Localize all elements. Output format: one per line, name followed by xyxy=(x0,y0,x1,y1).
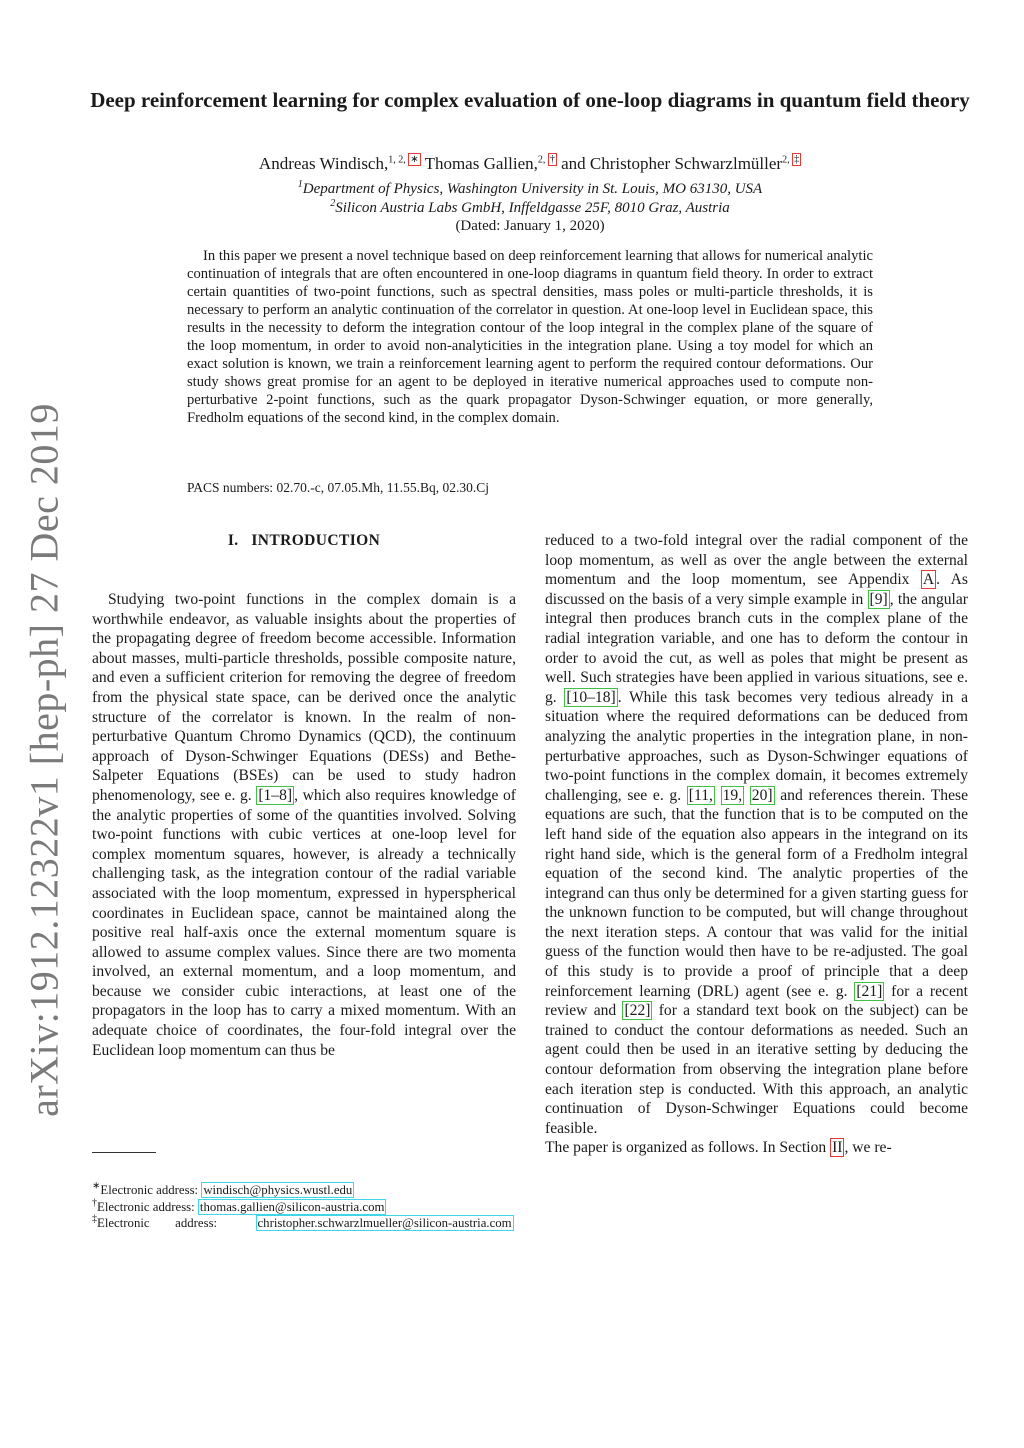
right-column xyxy=(545,531,968,1158)
body-text: reduced to a two-fold integral over the radial component of the loop momentum, as well as over the angle between the external momentum and the loop momentum, see Appendix xyxy=(545,532,968,589)
citation-link[interactable]: [9] xyxy=(869,590,888,608)
left-column xyxy=(92,590,516,1060)
footnote-link[interactable]: ∗ xyxy=(410,154,419,166)
body-text: and references therein. These equations are such, that the function that is to be computed on the left hand side of the equation also appears in the integrand on its right hand side, which is the general form of a Fredholm integral equation of the second kind. The analytic properties of the integrand can thus only be determined for a given starting guess for the unknown function to be computed, but will change throughout the next iteration steps. A contour that was valid for the initial guess of the function would then have to be re-adjusted. The goal of this study is to provide a proof of principle that a deep reinforcement learning (DRL) agent (see e. g. xyxy=(545,786,968,1000)
author-name: and Christopher Schwarzlmüller xyxy=(556,154,783,173)
arxiv-identifier: arXiv:1912.12322v1 [hep-ph] 27 Dec 2019 xyxy=(21,403,67,1117)
footnote-label: Electronic address: xyxy=(97,1199,198,1214)
footnote-mark: † xyxy=(92,1197,97,1209)
footnote-rule xyxy=(92,1152,156,1153)
section-number: I. xyxy=(227,532,239,549)
email-link[interactable]: thomas.gallien@silicon-austria.com xyxy=(199,1199,385,1214)
section-link[interactable]: II xyxy=(832,1139,843,1157)
footnote-link[interactable]: † xyxy=(549,154,555,166)
author-name: Andreas Windisch, xyxy=(258,154,389,173)
body-text: Studying two-point functions in the complex domain is a worthwhile endeavor, as valuable insights about the properties of the propagating degree of freedom become accessible. Information about masses, multi-particle thresholds, possible composite nature, and even a sufficient criterion for removing the degree of freedom from the physical state space, can be derived once the analytic structure of the correlator is known. In the realm of non-perturbative Quantum Chromo Dynamics (QCD), the continuum approach of Dyson-Schwinger Equations (DESs) and Bethe-Salpeter Equations (BSEs) can be used to study hadron phenomenology, see e. g. xyxy=(92,591,516,804)
footnote-label: Electronic address: xyxy=(97,1216,256,1230)
footnote xyxy=(92,1215,516,1232)
affiliation-text: Silicon Austria Labs GmbH, Inffeldgasse 25F, 8010 Graz, Austria xyxy=(335,200,730,216)
author-affil-sup: 2, xyxy=(537,154,548,166)
paragraph xyxy=(545,1138,968,1158)
affiliation xyxy=(90,200,970,217)
affiliation-text: Department of Physics, Washington University in St. Louis, MO 63130, USA xyxy=(302,181,763,197)
affiliation-number: 1 xyxy=(297,179,303,190)
body-text: for a standard text book on the subject) can be trained to conduct the contour deformations as needed. Such an agent could then be used in an iterative setting by deducing the contour deformation from observing the integration plane before each iteration step is conducted. With this approach, an analytic continuation of Dyson-Schwinger Equations could become feasible. xyxy=(545,1002,968,1137)
citation-link[interactable]: [1–8] xyxy=(258,786,293,804)
citation-link[interactable]: 19, xyxy=(722,786,743,804)
body-text: , we re- xyxy=(844,1139,892,1157)
appendix-link[interactable]: A xyxy=(922,571,935,589)
body-text: , the angular integral then produces branch cuts in the complex plane of the radial integration variable, and one has to deform the contour in order to avoid the cut, as well as poles that might be present as well. Such strategies have been applied in various situations, see e. g. xyxy=(545,590,968,706)
section-title: INTRODUCTION xyxy=(251,532,381,549)
paper-title: Deep reinforcement learning for complex evaluation of one-loop diagrams in quantum field theory xyxy=(90,88,970,112)
footnote-mark: ‡ xyxy=(92,1213,97,1225)
footnote-label: Electronic address: xyxy=(100,1183,202,1197)
pacs-numbers: PACS numbers: 02.70.-c, 07.05.Mh, 11.55.Bq, 02.30.Cj xyxy=(187,480,490,495)
section-heading xyxy=(92,532,516,550)
author-affil-sup: 2, xyxy=(782,154,793,166)
author-name: Thomas Gallien, xyxy=(420,154,538,173)
citation-link[interactable]: [22] xyxy=(624,1002,651,1020)
body-text: for a recent review and xyxy=(545,982,968,1020)
footnote-mark: ∗ xyxy=(92,1180,101,1192)
affiliation-number: 2 xyxy=(330,198,336,209)
abstract: In this paper we present a novel technique based on deep reinforcement learning that allows for numerical analytic continuation of integrals that are often encountered in one-loop diagrams in quantum field theory. In order to extract certain quantities of two-point functions, such as spectral densities, mass poles or multi-particle thresholds, it is necessary to perform an analytic continuation of the correlator in question. At one-loop level in Euclidean space, this results in the necessity to deform the integration contour of the loop integral in the complex plane of the square of the loop momentum, in order to avoid non-analyticities in the integration plane. Using a toy model for which an exact solution is known, we train a reinforcement learning agent to perform the required contour deformations. Our study shows great promise for an agent to be deployed in iterative numerical approaches used to compute non-perturbative 2-point functions, such as the quark propagator Dyson-Schwinger equation, or more generally, Fredholm equations of the second kind, in the complex domain. xyxy=(187,248,873,426)
email-link[interactable]: christopher.schwarzlmueller@silicon-austria.com xyxy=(257,1216,512,1230)
author-list xyxy=(90,154,970,174)
citation-link[interactable]: [10–18] xyxy=(566,688,616,706)
footnote xyxy=(92,1182,516,1199)
author-affil-sup: 1, 2, xyxy=(388,154,409,166)
paragraph xyxy=(545,531,968,1138)
citation-link[interactable]: 20] xyxy=(751,786,773,804)
footnote xyxy=(92,1199,516,1216)
date-line: (Dated: January 1, 2020) xyxy=(455,218,605,234)
body-text: , which also requires knowledge of the analytic properties of some of the quantities involved. Solving two-point functions with cubic vertices at one-loop level for complex momentum squares, however, is already a technically challenging task, as the integration contour of the radial variable associated with the loop momentum, expressed in hyperspherical coordinates in Euclidean space, cannot be maintained along the positive real half-axis once the external momentum square is allowed to assume complex values. Since there are two momenta involved, an external momentum, and a loop momentum, and because we consider cubic interactions, at least one of the propagators in the loop has to carry a mixed momentum. With an adequate choice of coordinates, the four-fold integral over the Euclidean loop momentum can thus be xyxy=(92,786,516,1059)
email-link[interactable]: windisch@physics.wustl.edu xyxy=(203,1183,353,1197)
citation-link[interactable]: [21] xyxy=(856,982,883,1000)
affiliation xyxy=(90,181,970,198)
footnotes xyxy=(92,1182,516,1232)
arxiv-sidebar xyxy=(14,403,74,1117)
citation-link[interactable]: [11, xyxy=(688,786,713,804)
footnote-link[interactable]: ‡ xyxy=(794,154,800,166)
body-text: The paper is organized as follows. In Section xyxy=(545,1139,831,1157)
body-text: . While this task becomes very tedious already in a situation where the required deformations can be deduced from analyzing the analytic properties in the integration plane, in non-perturbative approaches, such as Dyson-Schwinger equations of two-point functions in the complex domain, it becomes extremely challenging, see e. g. xyxy=(545,688,968,804)
body-text: . As discussed on the basis of a very simple example in xyxy=(545,571,968,608)
